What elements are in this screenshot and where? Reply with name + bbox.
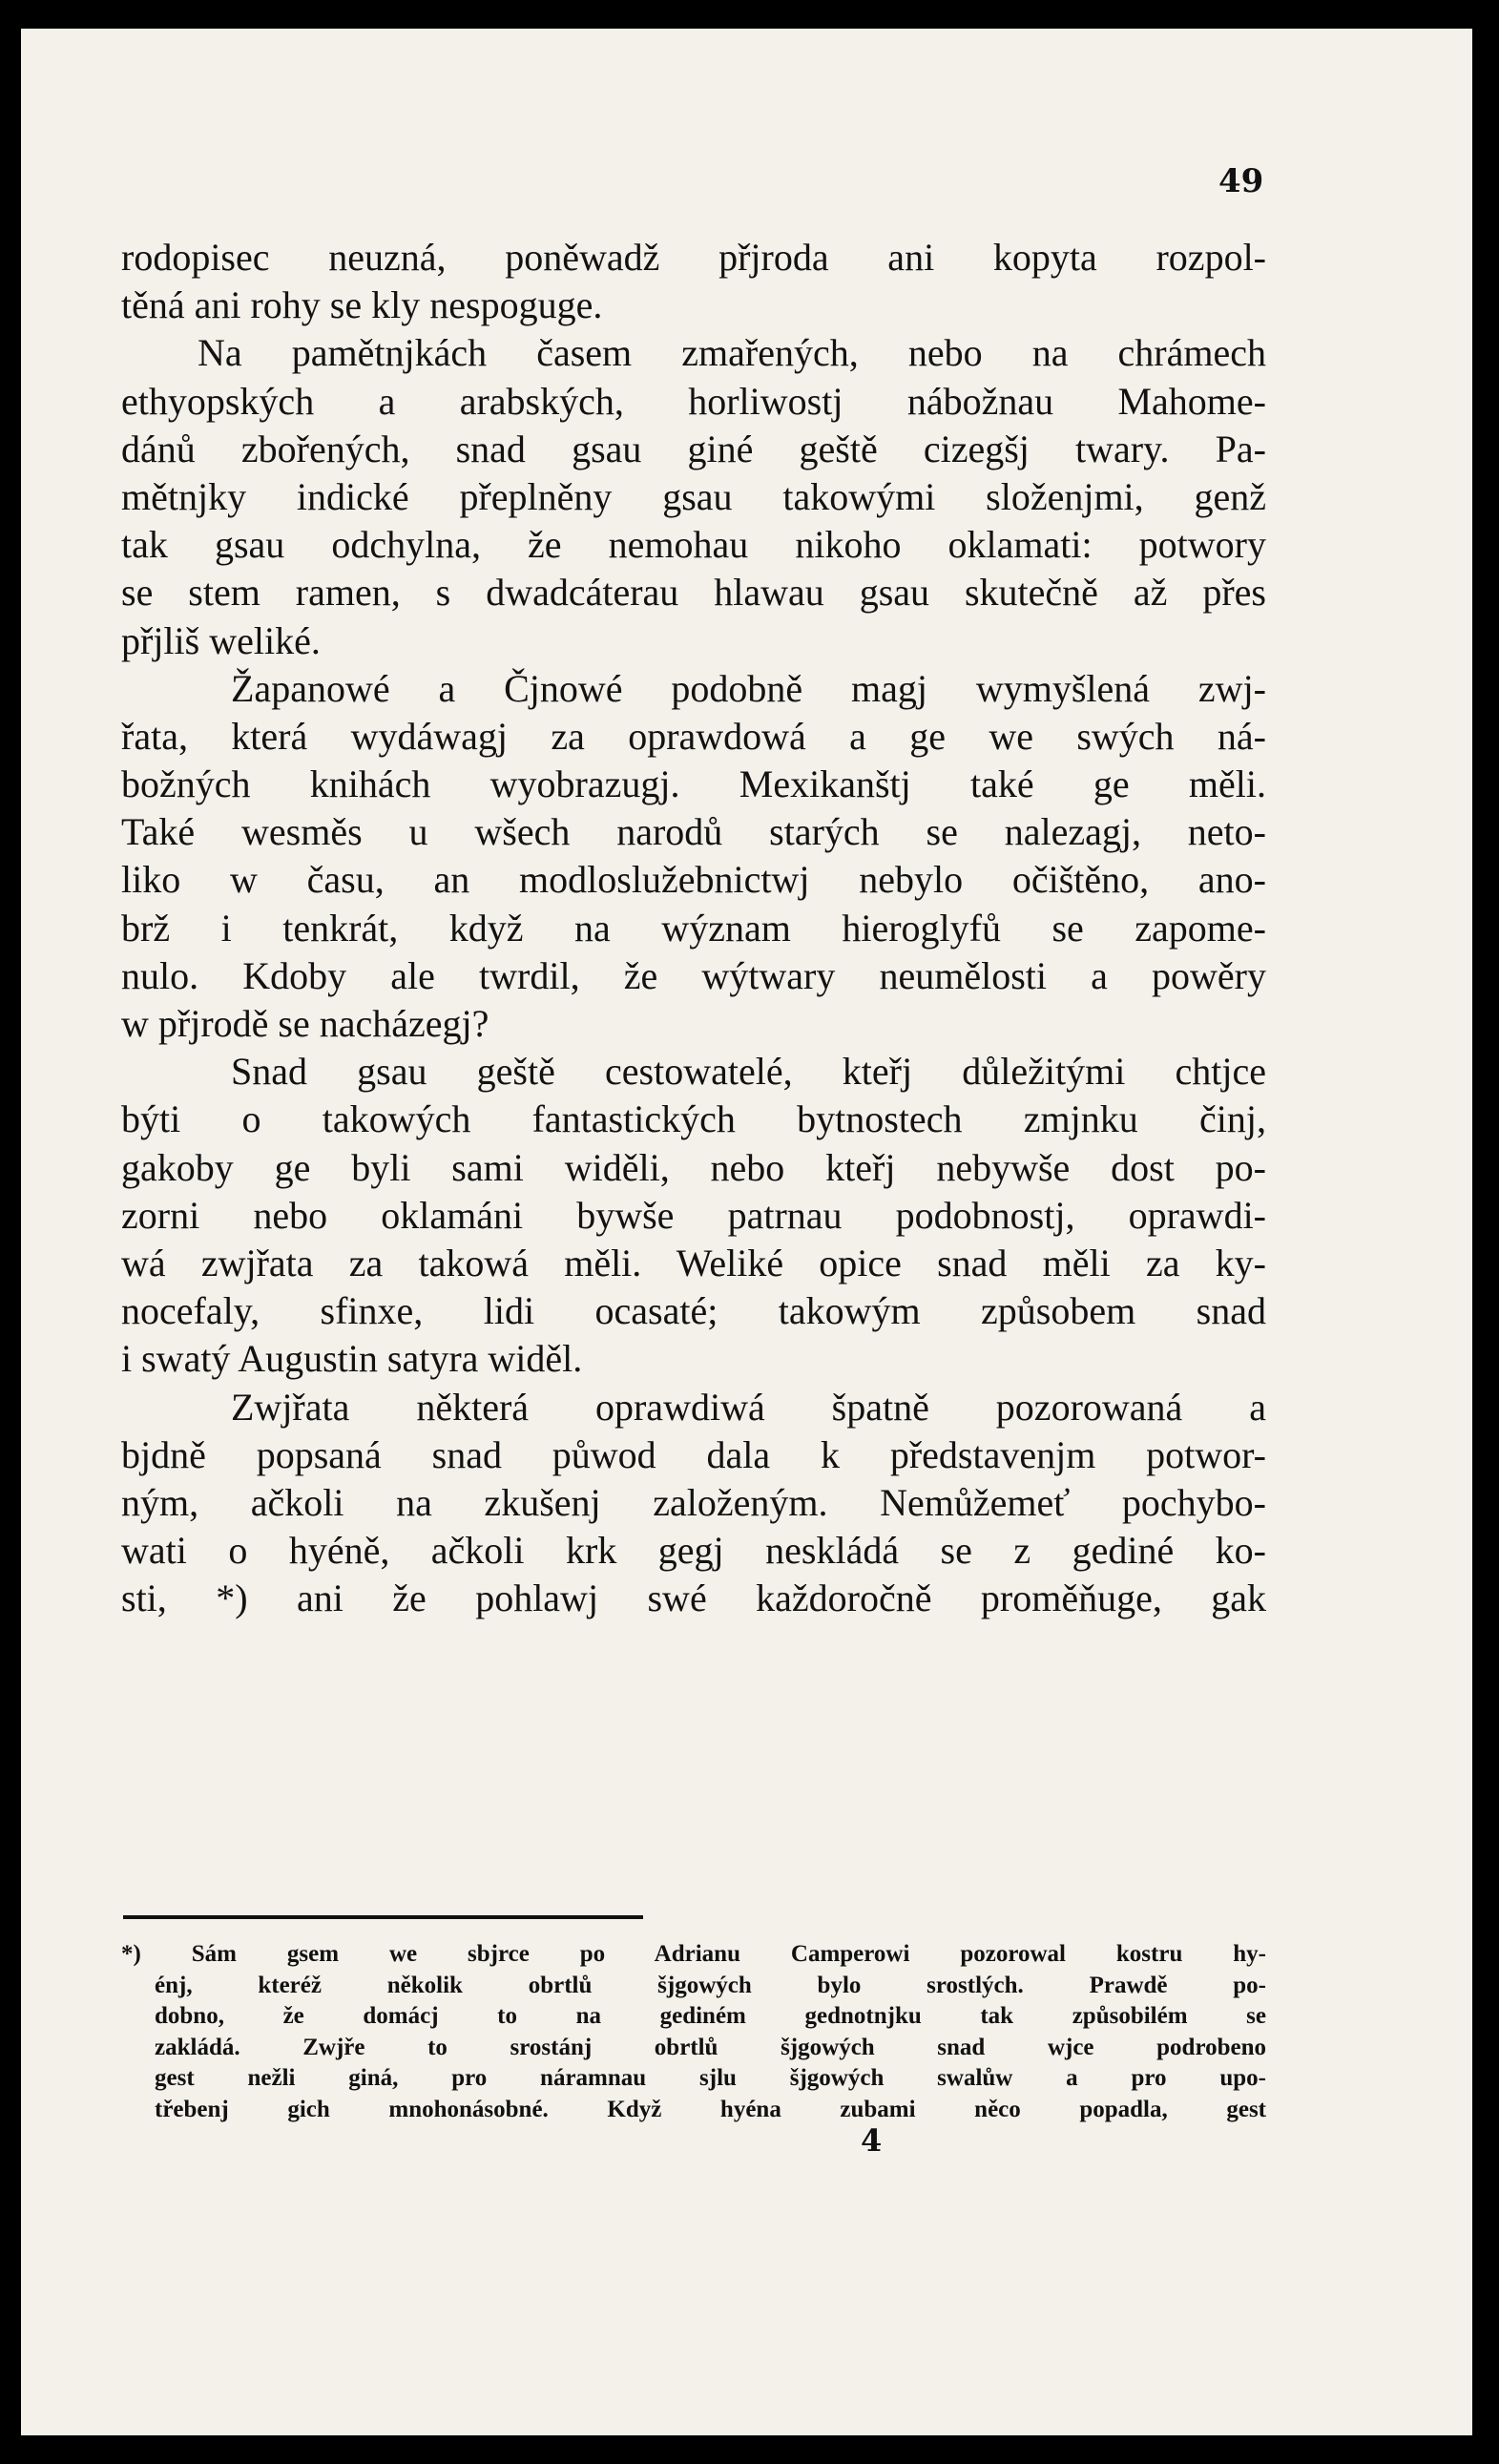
body-line: Také wesměs u wšech narodů starých se nalezagj, neto- xyxy=(121,810,1266,854)
body-line: w přjrodě se nacházegj? xyxy=(121,1002,489,1045)
body-line: řata, která wydáwagj za oprawdowá a ge we swých ná- xyxy=(121,714,1266,758)
body-line: nocefaly, sfinxe, lidi ocasaté; takowým způsobem snad xyxy=(121,1289,1266,1333)
body-line: gakoby ge byli sami widěli, nebo kteřj nebywše dost po- xyxy=(121,1145,1266,1189)
body-line: Zwjřata některá oprawdiwá špatně pozorowaná a xyxy=(231,1385,1266,1429)
footnote-line: énj, kteréž několik obrtlů šjgowých bylo srostlých. Prawdě po- xyxy=(155,1972,1266,1998)
body-line: Žapanowé a Čjnowé podobně magj wymyšlená zwj- xyxy=(231,666,1266,710)
book-page xyxy=(21,29,1472,2435)
body-line: zorni nebo oklamáni bywše patrnau podobnostj, oprawdi- xyxy=(121,1193,1266,1237)
body-line: těná ani rohy se kly nespoguge. xyxy=(121,283,603,327)
footnote-line: *) Sám gsem we sbjrce po Adrianu Camperowi pozorowal kostru hy- xyxy=(121,1941,1266,1967)
body-line: wá zwjřata za takowá měli. Weliké opice snad měli za ky- xyxy=(121,1241,1266,1284)
body-line: rodopisec neuzná, poněwadž přjroda ani kopyta rozpol- xyxy=(121,236,1266,279)
footnote-line: dobno, že domácj to na gediném gednotnjku tak způsobilém se xyxy=(155,2003,1266,2029)
body-line: bjdně popsaná snad půwod dala k představenjm potwor- xyxy=(121,1432,1266,1476)
body-line: sti, *) ani že pohlawj swé každoročně proměňuge, gak xyxy=(121,1577,1266,1620)
body-line: brž i tenkrát, když na wýznam hieroglyfů se zapome- xyxy=(121,906,1266,950)
signature-mark: 4 xyxy=(861,2122,883,2159)
body-line: nulo. Kdoby ale twrdil, že wýtwary neumělosti a powěry xyxy=(121,953,1266,997)
page-number: 49 xyxy=(1218,162,1264,200)
body-line: i swatý Augustin satyra widěl. xyxy=(121,1337,583,1381)
body-line: ným, ačkoli na zkušenj založeným. Nemůžemeť pochybo- xyxy=(121,1480,1266,1524)
body-line: ethyopských a arabských, horliwostj nábožnau Mahome- xyxy=(121,379,1266,423)
body-line: přjliš weliké. xyxy=(121,618,321,662)
footnote-line: zakládá. Zwjře to srostánj obrtlů šjgowých snad wjce podrobeno xyxy=(155,2034,1266,2060)
body-line: dánů zbořených, snad gsau giné geště cizegšj twary. Pa- xyxy=(121,427,1266,470)
body-line: Na pamětnjkách časem zmařených, nebo na chrámech xyxy=(198,331,1266,375)
body-line: liko w času, an modloslužebnictwj nebylo očištěno, ano- xyxy=(121,858,1266,902)
footnote-line: třebenj gich mnohonásobné. Když hyéna zubami něco popadla, gest xyxy=(155,2096,1266,2122)
body-line: tak gsau odchylna, že nemohau nikoho oklamati: potwory xyxy=(121,523,1266,567)
body-line: mětnjky indické přeplněny gsau takowými složenjmi, genž xyxy=(121,474,1266,518)
body-line: božných knihách wyobrazugj. Mexikanštj také ge měli. xyxy=(121,762,1266,806)
body-line: se stem ramen, s dwadcáterau hlawau gsau skutečně až přes xyxy=(121,571,1266,615)
body-line: Snad gsau geště cestowatelé, kteřj důležitými chtjce xyxy=(231,1050,1266,1094)
footnote-block xyxy=(121,1939,1266,2125)
body-line: wati o hyéně, ačkoli krk gegj neskládá se z gediné ko- xyxy=(121,1529,1266,1573)
body-text xyxy=(121,234,1266,1622)
body-line: býti o takowých fantastických bytnostech zmjnku činj, xyxy=(121,1097,1266,1141)
footnote-divider xyxy=(123,1915,643,1919)
footnote-line: gest nežli giná, pro náramnau sjlu šjgowých swalůw a pro upo- xyxy=(155,2065,1266,2091)
